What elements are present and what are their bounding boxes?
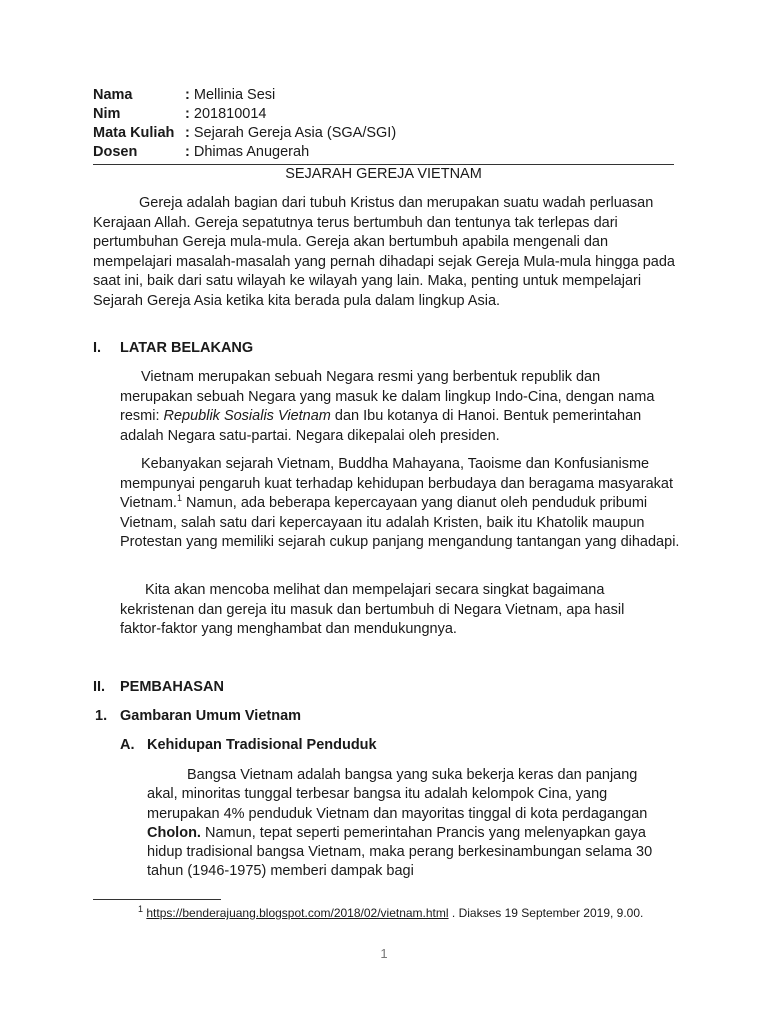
- text-run: Bangsa Vietnam adalah bangsa yang suka bekerja keras dan panjang akal, minoritas tunggal terbesar bangsa itu adalah kelompok Cina, yang merupakan 4% penduduk Vietnam dan mayoritas tinggal di kota perdagangan: [147, 767, 648, 822]
- text-run: Namun, ada beberapa kepercayaan yang dianut oleh penduduk pribumi Vietnam, salah satu dari kepercayaan itu adalah Kristen, baik itu Khatolik maupun Protestan yang memiliki sejarah cukup panjang mengandung tantangan yang dihadapi.: [120, 495, 680, 550]
- intro-paragraph: Gereja adalah bagian dari tubuh Kristus dan merupakan suatu wadah perluasan Kerajaan Allah. Gereja sepatutnya terus bertumbuh dan tentunya tak terlepas dari pertumbuhan Gereja mula-mula. Gereja akan bertumbuh apabila mengenali dan mempelajari masalah-masalah yang pernah dihadapi sejak Gereja Mula-mula hingga pada saat ini, baik dari satu wilayah ke wilayah yang lain. Maka, penting untuk mempelajari Sejarah Gereja Asia ketika kita berada pula dalam lingkup Asia.: [93, 195, 675, 309]
- text-run: Namun, tepat seperti pemerintahan Prancis yang melenyapkan gaya hidup tradisional bangsa Vietnam, maka perang berkesinambungan selama 30 tahun (1946-1975) memberi dampak bagi: [147, 824, 653, 880]
- subsection-letter: A.: [120, 737, 135, 753]
- subsection-number: 1.: [95, 708, 108, 724]
- header-row-dosen: [93, 144, 309, 164]
- header-row-nama: [93, 87, 275, 107]
- section-heading-pembahasan: [93, 679, 224, 695]
- header-divider: [93, 164, 674, 165]
- text-run: Vietnam merupakan sebuah Negara resmi yang berbentuk republik dan merupakan sebuah Negara yang masuk ke dalam lingkup Indo-Cina, dengan nama resmi:: [120, 369, 655, 424]
- section-title: LATAR BELAKANG: [120, 340, 254, 356]
- header-row-mata-kuliah: [93, 125, 396, 145]
- latar-paragraph-1: [120, 368, 660, 446]
- header-colon: :: [185, 106, 190, 122]
- footnote: [93, 905, 674, 922]
- header-colon: :: [185, 144, 190, 160]
- header-label: Nim: [93, 106, 121, 122]
- italic-term: Republik Sosialis Vietnam: [163, 408, 331, 424]
- subsection-title: Gambaran Umum Vietnam: [120, 708, 302, 724]
- section-number: I.: [93, 340, 102, 356]
- footnote-link[interactable]: https://benderajuang.blogspot.com/2018/02/vietnam.html: [146, 906, 449, 920]
- footnote-marker[interactable]: 1: [176, 493, 182, 504]
- header-value: Sejarah Gereja Asia (SGA/SGI): [193, 125, 397, 141]
- footnote-number: 1: [138, 904, 144, 914]
- header-colon: :: [185, 125, 190, 141]
- header-label: Dosen: [93, 144, 138, 160]
- text-run: dan Ibu kotanya di Hanoi. Bentuk pemerintahan adalah Negara satu-partai. Negara dikepalai oleh presiden.: [120, 408, 642, 444]
- header-label: Mata Kuliah: [93, 125, 175, 141]
- bold-term: Cholon.: [147, 824, 201, 841]
- subheading-kehidupan-tradisional: [120, 737, 377, 753]
- header-label: Nama: [93, 87, 133, 103]
- document-title: SEJARAH GEREJA VIETNAM: [285, 166, 482, 182]
- subheading-gambaran-umum: [95, 708, 301, 724]
- footnote-text: . Diakses 19 September 2019, 9.00.: [448, 906, 644, 920]
- kehidupan-paragraph: [147, 766, 667, 882]
- header-value: Mellinia Sesi: [193, 87, 276, 103]
- header-colon: :: [185, 87, 190, 103]
- page-number: 1: [380, 946, 388, 961]
- header-value: Dhimas Anugerah: [193, 144, 310, 160]
- footnote-divider: [93, 899, 221, 900]
- text-run: Kebanyakan sejarah Vietnam, Buddha Mahayana, Taoisme dan Konfusianisme mempunyai pengaruh kuat terhadap kehidupan berbudaya dan beragama masyarakat Vietnam.: [120, 456, 673, 511]
- latar-paragraph-3: Kita akan mencoba melihat dan mempelajari secara singkat bagaimana kekristenan dan gereja itu masuk dan bertumbuh di Negara Vietnam, apa hasil faktor-faktor yang menghambat dan mendukungnya.: [120, 582, 625, 637]
- latar-paragraph-2: [120, 455, 680, 553]
- header-row-nim: [93, 106, 266, 126]
- section-title: PEMBAHASAN: [120, 679, 224, 695]
- section-number: II.: [93, 679, 106, 695]
- section-heading-latar-belakang: [93, 340, 253, 356]
- subsection-title: Kehidupan Tradisional Penduduk: [147, 737, 377, 753]
- header-value: 201810014: [193, 106, 267, 122]
